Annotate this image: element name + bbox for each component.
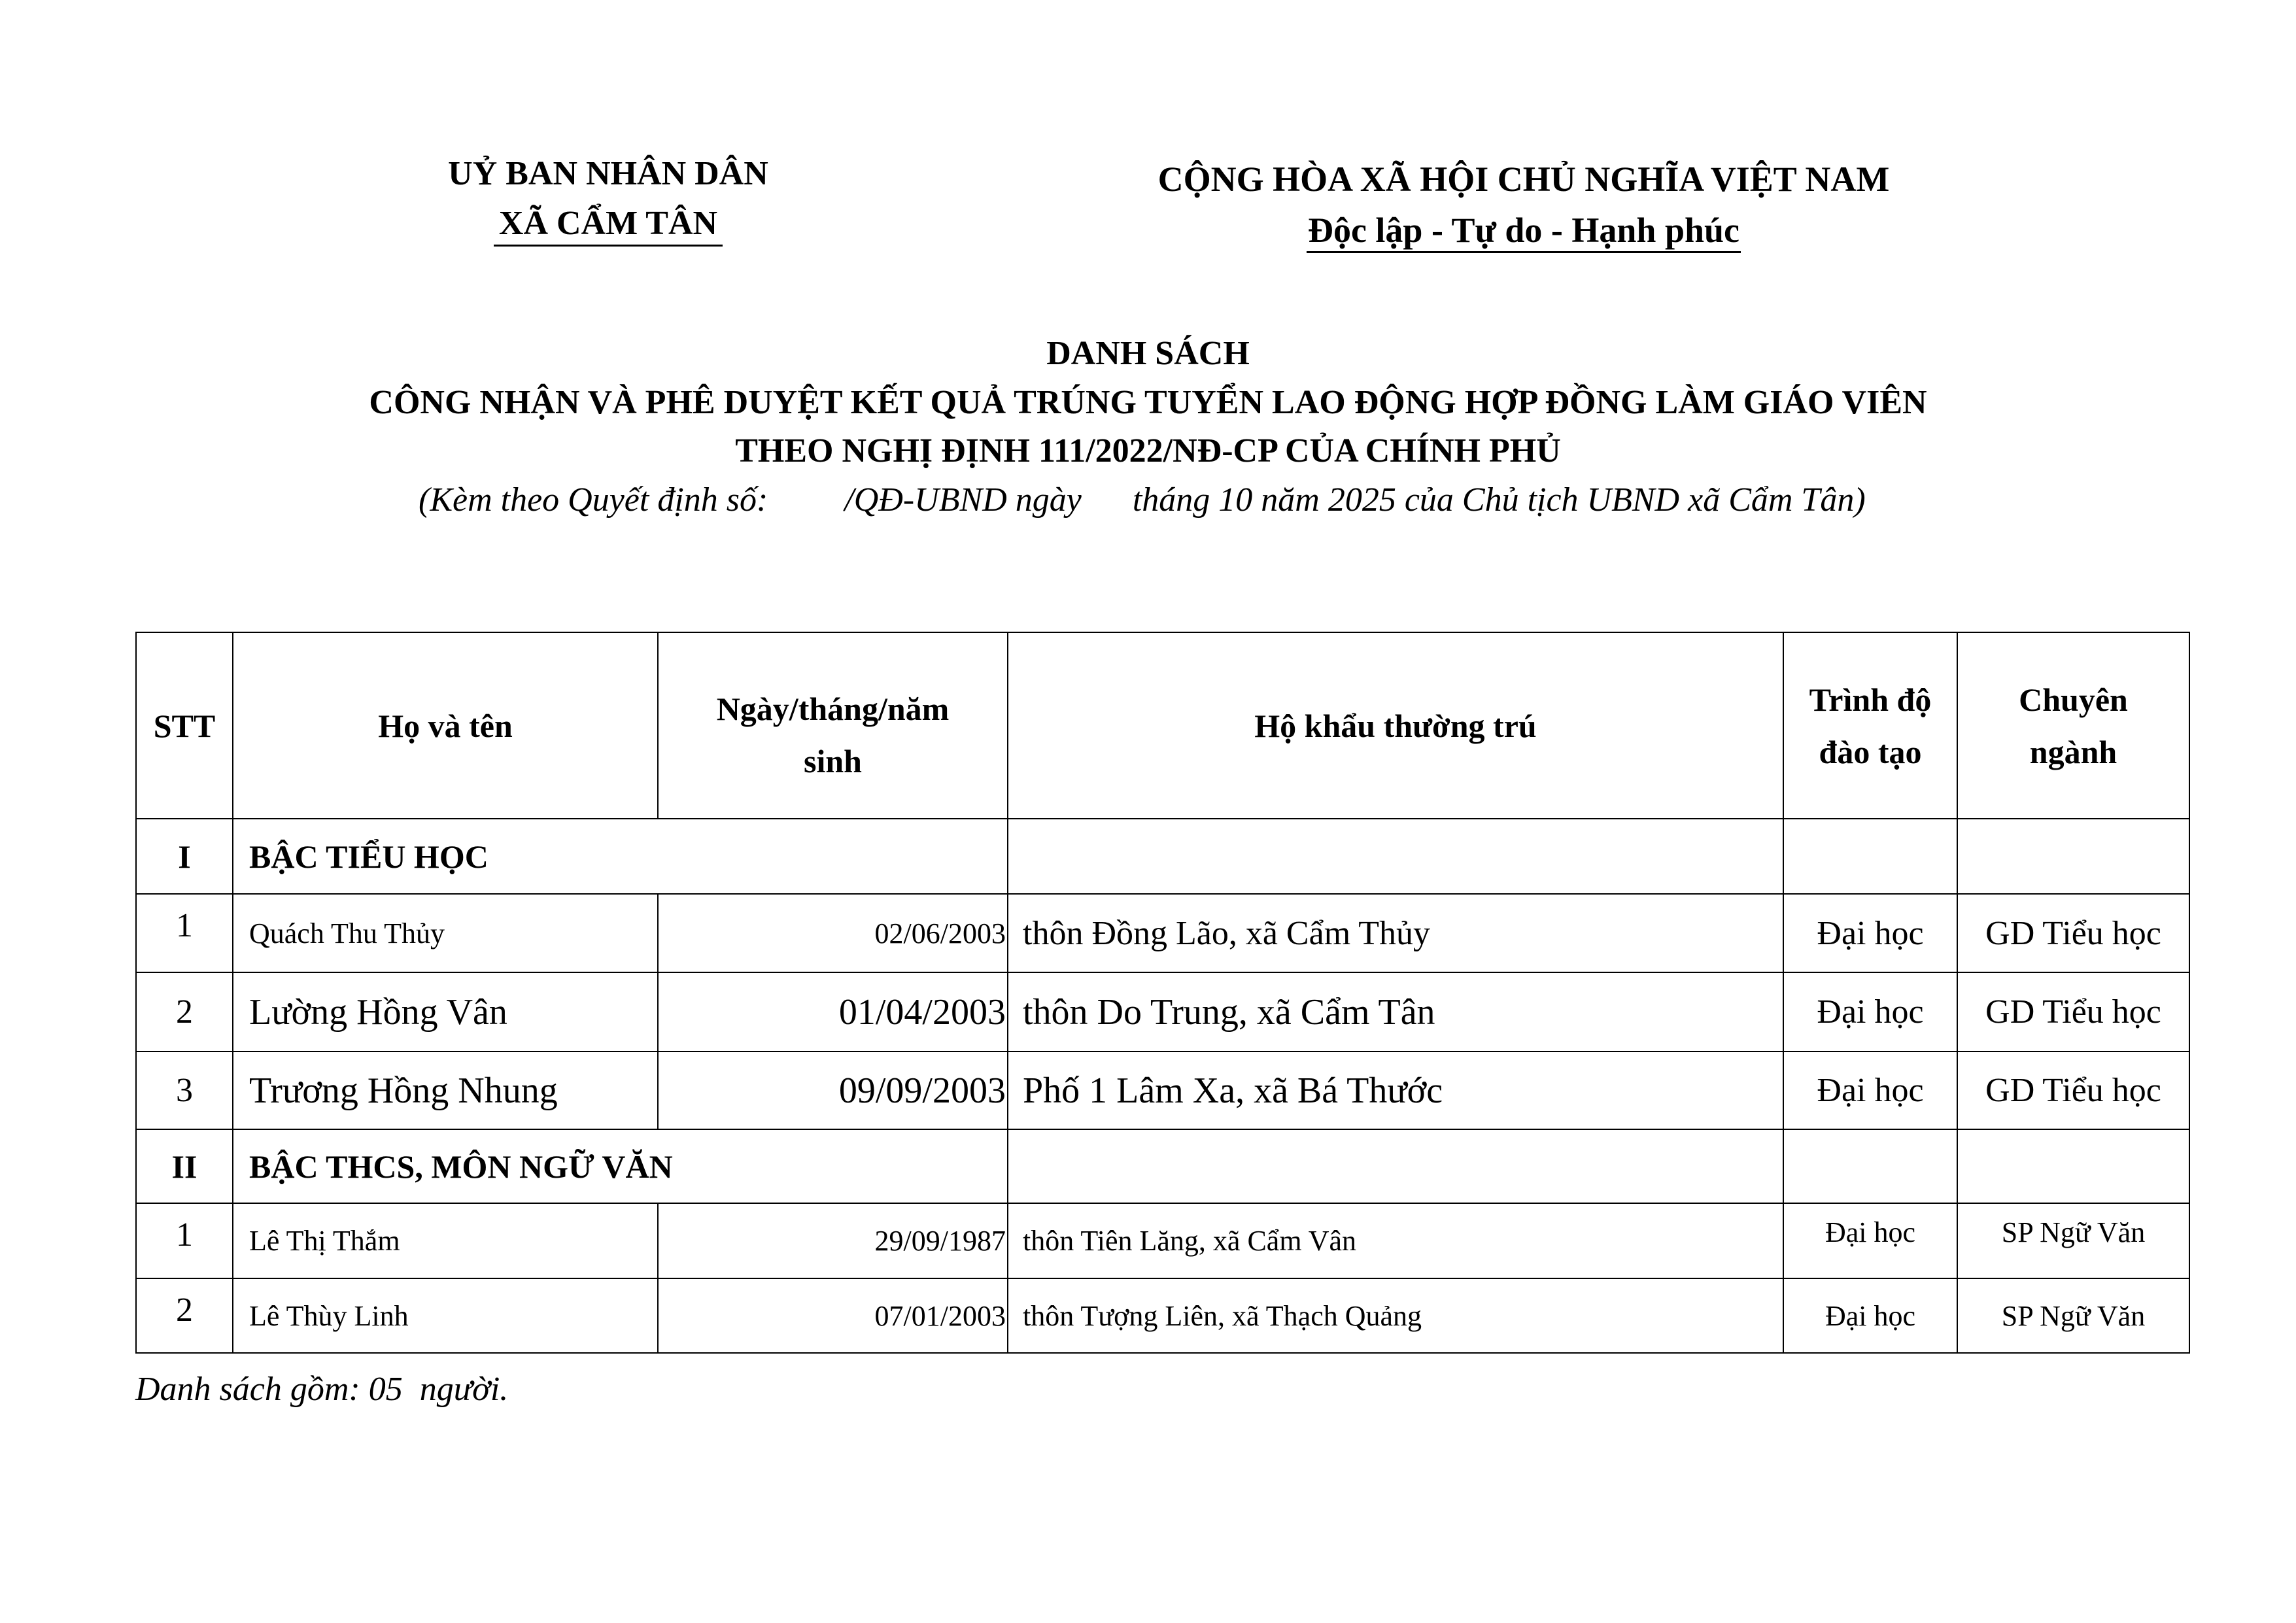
header-dob-line-1: Ngày/tháng/năm	[716, 690, 950, 727]
section-title: BẬC TIỂU HỌC	[233, 819, 1008, 894]
table-row	[136, 972, 2189, 1051]
country-name: CỘNG HÒA XÃ HỘI CHỦ NGHĨA VIỆT NAM	[1157, 160, 1890, 199]
authority-line-2: XÃ CẨM TÂN	[494, 203, 723, 247]
header-major	[1957, 632, 2189, 819]
row-level: Đại học	[1783, 894, 1957, 972]
row-name: Trương Hồng Nhung	[233, 1051, 658, 1129]
section-number: II	[136, 1129, 233, 1203]
national-motto	[1066, 154, 1981, 256]
header-major-line-2: ngành	[2029, 733, 2117, 770]
row-dob: 07/01/2003	[658, 1278, 1008, 1353]
header-level-line-2: đào tạo	[1819, 733, 1922, 770]
header-level-line-1: Trình độ	[1809, 681, 1932, 718]
row-name: Lê Thùy Linh	[233, 1278, 658, 1353]
row-dob: 02/06/2003	[658, 894, 1008, 972]
empty-cell	[1783, 1129, 1957, 1203]
list-summary: Danh sách gồm: 05 người.	[135, 1371, 509, 1408]
row-stt: 1	[136, 894, 233, 972]
header-address: Hộ khẩu thường trú	[1008, 632, 1783, 819]
row-level: Đại học	[1783, 1278, 1957, 1353]
empty-cell	[1783, 819, 1957, 894]
row-name: Lường Hồng Vân	[233, 972, 658, 1051]
section-number: I	[136, 819, 233, 894]
header-major-line-1: Chuyên	[2019, 681, 2128, 718]
row-dob: 01/04/2003	[658, 972, 1008, 1051]
row-name: Lê Thị Thắm	[233, 1203, 658, 1278]
header-level	[1783, 632, 1957, 819]
empty-cell	[1957, 819, 2189, 894]
header-dob	[658, 632, 1008, 819]
document-title-line-2: CÔNG NHẬN VÀ PHÊ DUYỆT KẾT QUẢ TRÚNG TUYỂN LAO ĐỘNG HỢP ĐỒNG LÀM GIÁO VIÊN	[369, 384, 1927, 421]
header-dob-line-2: sinh	[804, 742, 862, 779]
authority-line-1: UỶ BAN NHÂN DÂN	[448, 155, 768, 192]
row-major: SP Ngữ Văn	[1957, 1278, 2189, 1353]
document-title: DANH SÁCH	[1046, 335, 1250, 372]
row-major: GD Tiểu học	[1957, 1051, 2189, 1129]
row-level: Đại học	[1783, 1203, 1957, 1278]
row-address: thôn Do Trung, xã Cẩm Tân	[1008, 972, 1783, 1051]
row-name: Quách Thu Thủy	[233, 894, 658, 972]
row-level: Đại học	[1783, 972, 1957, 1051]
document-subtitle: (Kèm theo Quyết định số: /QĐ-UBND ngày tháng 10 năm 2025 của Chủ tịch UBND xã Cẩm Tân)	[419, 481, 1866, 519]
header-name: Họ và tên	[233, 632, 658, 819]
candidate-table	[135, 632, 2190, 1354]
section-row	[136, 819, 2189, 894]
table-row	[136, 1278, 2189, 1353]
row-stt: 1	[136, 1203, 233, 1278]
row-major: GD Tiểu học	[1957, 972, 2189, 1051]
row-address: thôn Tiên Lăng, xã Cẩm Vân	[1008, 1203, 1783, 1278]
section-title: BẬC THCS, MÔN NGỮ VĂN	[233, 1129, 1008, 1203]
row-major: GD Tiểu học	[1957, 894, 2189, 972]
issuing-authority	[366, 149, 850, 248]
row-address: Phố 1 Lâm Xa, xã Bá Thước	[1008, 1051, 1783, 1129]
empty-cell	[1008, 819, 1783, 894]
row-level: Đại học	[1783, 1051, 1957, 1129]
row-dob: 29/09/1987	[658, 1203, 1008, 1278]
row-dob: 09/09/2003	[658, 1051, 1008, 1129]
row-stt: 2	[136, 972, 233, 1051]
section-row	[136, 1129, 2189, 1203]
row-address: thôn Đồng Lão, xã Cẩm Thủy	[1008, 894, 1783, 972]
header-stt: STT	[136, 632, 233, 819]
empty-cell	[1957, 1129, 2189, 1203]
empty-cell	[1008, 1129, 1783, 1203]
row-stt: 3	[136, 1051, 233, 1129]
row-stt: 2	[136, 1278, 233, 1353]
table-row	[136, 894, 2189, 972]
table-row	[136, 1051, 2189, 1129]
row-address: thôn Tượng Liên, xã Thạch Quảng	[1008, 1278, 1783, 1353]
row-major: SP Ngữ Văn	[1957, 1203, 2189, 1278]
document-title-line-3: THEO NGHỊ ĐỊNH 111/2022/NĐ-CP CỦA CHÍNH PHỦ	[735, 432, 1561, 470]
table-header-row	[136, 632, 2189, 819]
table-row	[136, 1203, 2189, 1278]
motto: Độc lập - Tự do - Hạnh phúc	[1307, 209, 1741, 253]
